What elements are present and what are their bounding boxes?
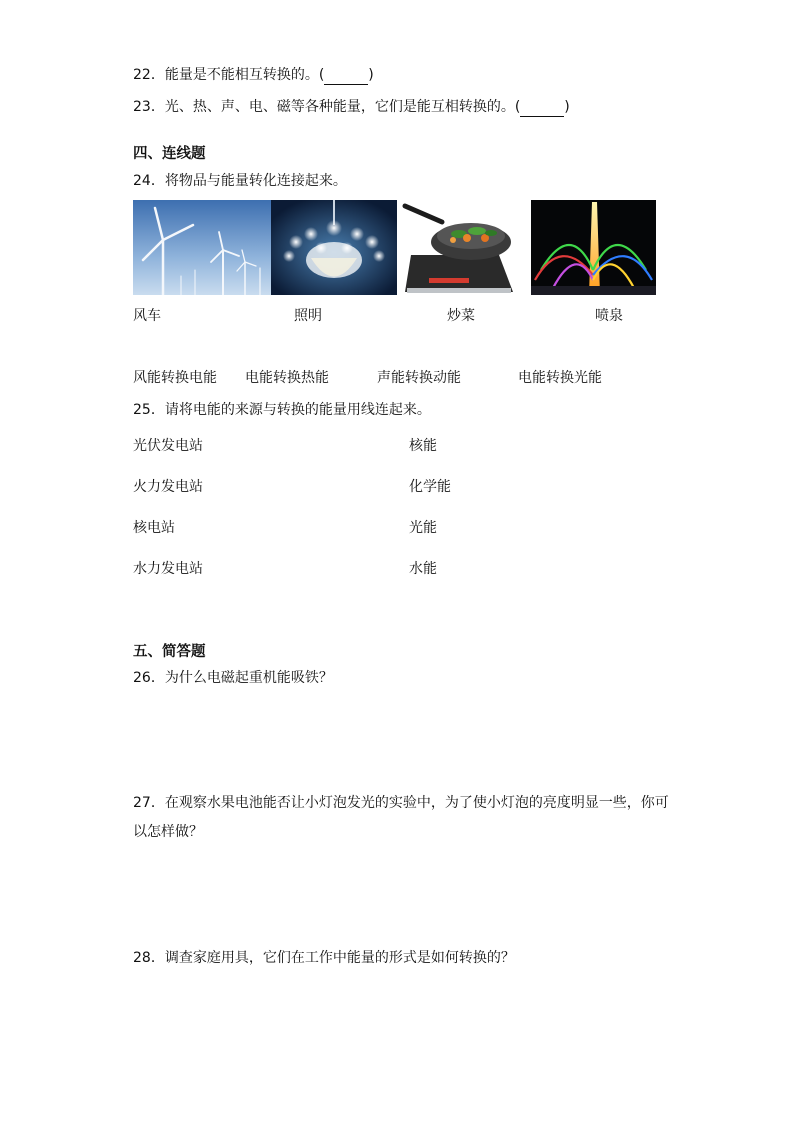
- conversion-option: 电能转换光能: [518, 370, 602, 386]
- item-label: 炒菜: [447, 308, 475, 324]
- question-25: 25．请将电能的来源与转换的能量用线连起来。: [133, 402, 431, 418]
- fountain-image: [531, 200, 656, 295]
- question-27-line1: 27．在观察水果电池能否让小灯泡发光的实验中，为了使小灯泡的亮度明显一些，你可: [133, 795, 669, 811]
- section-heading: 五、简答题: [133, 644, 206, 660]
- wind-turbine-image: [133, 200, 271, 295]
- question-27-line2: 以怎样做？: [133, 824, 203, 840]
- energy-label: 水能: [409, 561, 437, 577]
- energy-label: 光能: [409, 520, 437, 536]
- question-24: 24．将物品与能量转化连接起来。: [133, 173, 347, 189]
- item-label: 喷泉: [595, 308, 623, 324]
- question-28: 28．调查家庭用具，它们在工作中能量的形式是如何转换的？: [133, 950, 515, 966]
- source-label: 水力发电站: [133, 561, 203, 577]
- question-22: 22．能量是不能相互转换的。( ): [133, 67, 374, 83]
- question-26: 26．为什么电磁起重机能吸铁？: [133, 670, 333, 686]
- energy-label: 化学能: [409, 479, 451, 495]
- source-label: 火力发电站: [133, 479, 203, 495]
- source-label: 光伏发电站: [133, 438, 203, 454]
- conversion-option: 电能转换热能: [245, 370, 329, 386]
- question-23: 23．光、热、声、电、磁等各种能量，它们是能互相转换的。( ): [133, 99, 570, 115]
- answer-blank[interactable]: [520, 98, 564, 117]
- source-label: 核电站: [133, 520, 175, 536]
- item-label: 风车: [133, 308, 161, 324]
- wok-stove-image: [397, 200, 529, 295]
- section-heading: 四、连线题: [133, 146, 206, 162]
- chandelier-image: [271, 200, 397, 295]
- conversion-option: 风能转换电能: [133, 370, 217, 386]
- item-label: 照明: [294, 308, 322, 324]
- energy-label: 核能: [409, 438, 437, 454]
- conversion-option: 声能转换动能: [377, 370, 461, 386]
- answer-blank[interactable]: [324, 66, 368, 85]
